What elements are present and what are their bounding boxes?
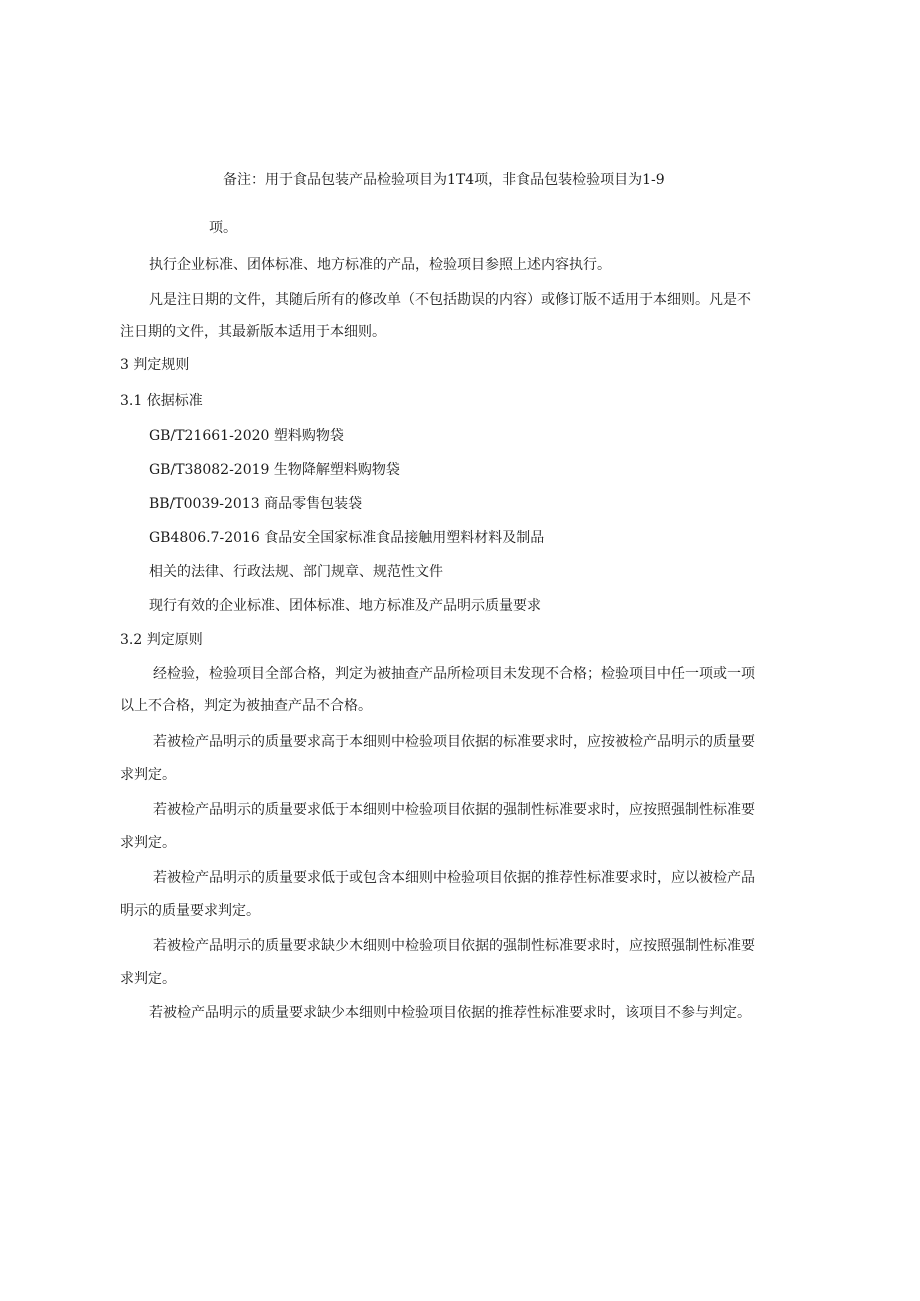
standard-item: GB/T21661-2020 塑料购物袋 — [149, 428, 344, 444]
standard-item: GB/T38082-2019 生物降解塑料购物袋 — [149, 462, 400, 478]
principle-6-line-1: 若被检产品明示的质量要求缺少本细则中检验项目依据的推荐性标准要求时，该项目不参与判定。 — [149, 1005, 751, 1021]
section-3-2-title: 3.2 判定原则 — [120, 632, 203, 648]
dated-ref-line-2: 注日期的文件，其最新版本适用于本细则。 — [120, 324, 386, 340]
principle-1-line-1: 经检验，检验项目全部合格，判定为被抽查产品所检项目未发现不合格；检验项目中任一项或一项 — [153, 666, 755, 682]
principle-5-line-1: 若被检产品明示的质量要求缺少木细则中检验项目依据的强制性标准要求时，应按照强制性标准要 — [153, 938, 755, 954]
standard-item: 现行有效的企业标准、团体标准、地方标准及产品明示质量要求 — [149, 598, 541, 614]
dated-ref-line-1: 凡是注日期的文件，其随后所有的修改单（不包括勘误的内容）或修订版不适用于本细则。凡是不 — [149, 292, 751, 308]
standard-item: 相关的法律、行政法规、部门规章、规范性文件 — [149, 564, 443, 580]
note-line-2: 项。 — [209, 220, 237, 236]
principle-5-line-2: 求判定。 — [120, 971, 176, 987]
standard-item: GB4806.7-2016 食品安全国家标准食品接触用塑料材料及制品 — [149, 530, 545, 546]
principle-4-line-2: 明示的质量要求判定。 — [120, 903, 260, 919]
principle-1-line-2: 以上不合格，判定为被抽查产品不合格。 — [120, 698, 372, 714]
principle-2-line-1: 若被检产品明示的质量要求高于本细则中检验项目依据的标准要求时，应按被检产品明示的质量要 — [153, 734, 755, 750]
principle-4-line-1: 若被检产品明示的质量要求低于或包含本细则中检验项目依据的推荐性标准要求时，应以被检产品 — [153, 870, 755, 886]
exec-note: 执行企业标准、团体标准、地方标准的产品，检验项目参照上述内容执行。 — [149, 257, 611, 273]
principle-3-line-2: 求判定。 — [120, 835, 176, 851]
principle-3-line-1: 若被检产品明示的质量要求低于本细则中检验项目依据的强制性标准要求时，应按照强制性标准要 — [153, 802, 755, 818]
note-line-1: 备注：用于食品包装产品检验项目为1T4项，非食品包装检验项目为1-9 — [223, 172, 665, 188]
standard-item: BB/T0039-2013 商品零售包装袋 — [149, 496, 363, 512]
section-3-1-title: 3.1 依据标准 — [120, 393, 203, 409]
principle-2-line-2: 求判定。 — [120, 767, 176, 783]
section-3-title: 3 判定规则 — [120, 357, 190, 373]
